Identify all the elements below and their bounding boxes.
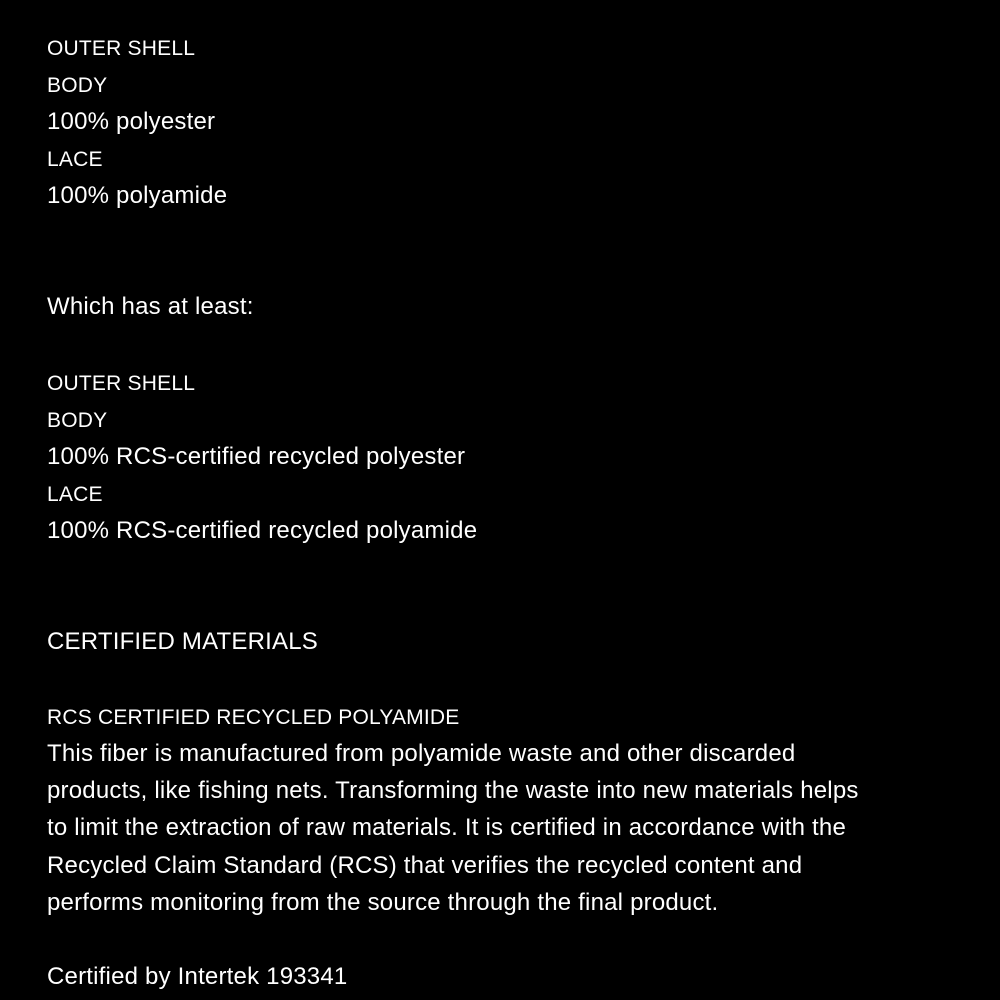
recycled-body-composition: 100% RCS-certified recycled polyester [47,443,466,470]
lace-composition: 100% polyamide [47,182,228,209]
which-has-at-least-text: Which has at least: [47,293,254,320]
rcs-description-line: products, like fishing nets. Transforming the waste into new materials helps [47,777,859,805]
certifier-text: Certified by Intertek 193341 [47,963,348,990]
recycled-body-label: BODY [47,409,108,432]
recycled-lace-composition: 100% RCS-certified recycled polyamide [47,517,478,544]
recycled-outer-shell-heading: OUTER SHELL [47,372,196,395]
product-composition-page [47,0,977,1000]
outer-shell-heading: OUTER SHELL [47,37,196,60]
rcs-description-line: This fiber is manufactured from polyamide waste and other discarded [47,740,796,767]
certified-materials-heading: CERTIFIED MATERIALS [47,628,318,655]
rcs-description-line: Recycled Claim Standard (RCS) that verifies the recycled content and [47,851,803,879]
rcs-polyamide-title: RCS CERTIFIED RECYCLED POLYAMIDE [47,706,460,729]
body-label: BODY [47,74,108,97]
rcs-description-line: performs monitoring from the source through the final product. [47,888,719,916]
body-composition: 100% polyester [47,108,216,135]
recycled-lace-label: LACE [47,483,103,506]
rcs-description [47,735,967,921]
lace-label: LACE [47,148,103,171]
rcs-description-line: to limit the extraction of raw materials. It is certified in accordance with the [47,814,846,842]
